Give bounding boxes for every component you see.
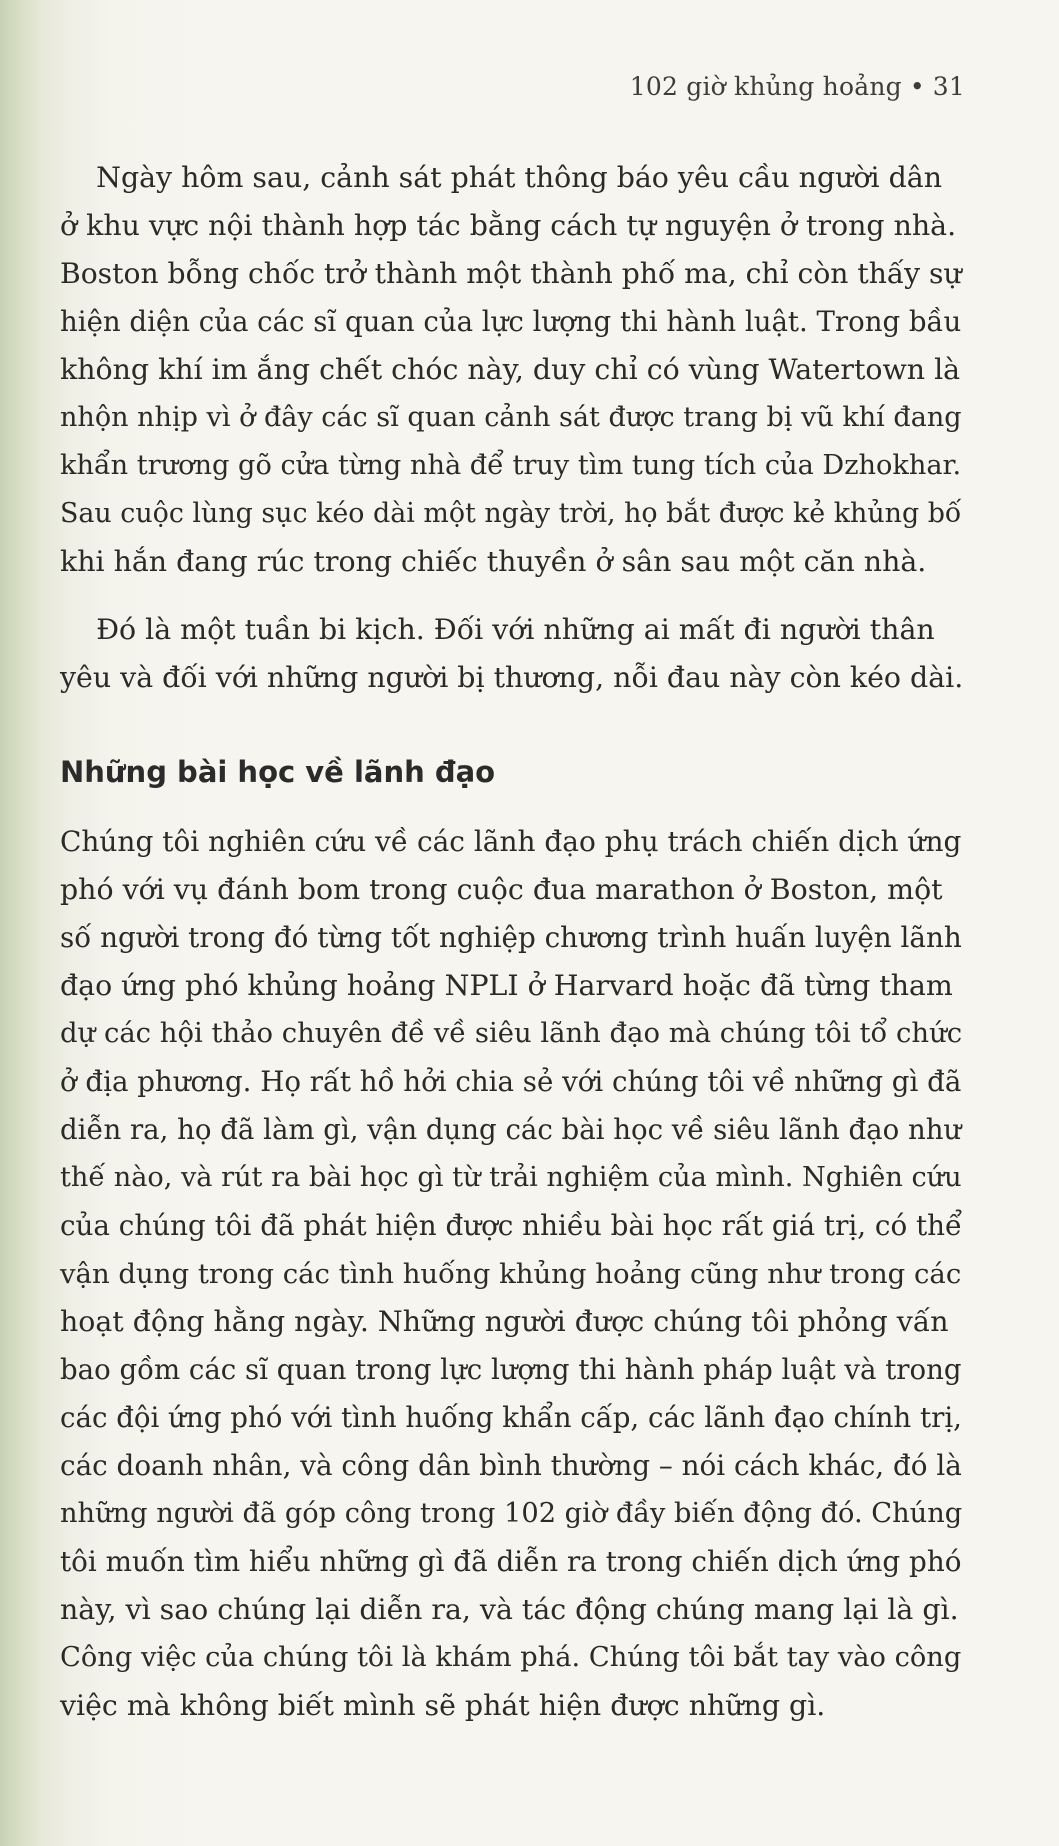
text-line: khi hắn đang rúc trong chiếc thuyền ở sân sau một căn nhà. xyxy=(60,545,927,578)
heading-spacer xyxy=(60,702,965,746)
text-line: đạo ứng phó khủng hoảng NPLI ở Harvard hoặc đã từng tham xyxy=(60,969,953,1002)
body-text xyxy=(60,154,965,1730)
text-line: vận dụng trong các tình huống khủng hoảng cũng như trong các xyxy=(60,1258,962,1290)
text-line: việc mà không biết mình sẽ phát hiện được những gì. xyxy=(60,1689,826,1722)
section-heading: Những bài học về lãnh đạo xyxy=(60,755,496,789)
text-line: hoạt động hằng ngày. Những người được chúng tôi phỏng vấn xyxy=(60,1305,949,1338)
text-line: Ngày hôm sau, cảnh sát phát thông báo yêu cầu người dân xyxy=(60,161,942,194)
text-line: ở khu vực nội thành hợp tác bằng cách tự nguyện ở trong nhà. xyxy=(60,209,957,242)
heading-spacer xyxy=(60,798,965,818)
paragraph-3 xyxy=(60,818,965,1730)
text-line: hiện diện của các sĩ quan của lực lượng thi hành luật. Trong bầu xyxy=(60,305,962,338)
paragraph-1 xyxy=(60,154,965,586)
paragraph-2 xyxy=(60,606,965,702)
text-line: Chúng tôi nghiên cứu về các lãnh đạo phụ trách chiến dịch ứng xyxy=(60,825,962,858)
running-head xyxy=(630,72,965,101)
text-line: Boston bỗng chốc trở thành một thành phố ma, chỉ còn thấy sự xyxy=(60,257,962,290)
text-line: phó với vụ đánh bom trong cuộc đua marathon ở Boston, một xyxy=(60,873,943,906)
text-line: các đội ứng phó với tình huống khẩn cấp, các lãnh đạo chính trị, xyxy=(60,1401,962,1434)
text-line: thế nào, và rút ra bài học gì từ trải nghiệm của mình. Nghiên cứu xyxy=(60,1162,962,1193)
text-line: diễn ra, họ đã làm gì, vận dụng các bài học về siêu lãnh đạo như xyxy=(60,1113,962,1146)
text-line: của chúng tôi đã phát hiện được nhiều bài học rất giá trị, có thể xyxy=(60,1209,963,1242)
paragraph-spacer xyxy=(60,586,965,606)
text-line: yêu và đối với những người bị thương, nỗi đau này còn kéo dài. xyxy=(60,661,964,694)
book-title: 102 giờ khủng hoảng xyxy=(629,72,902,101)
text-line: ở địa phương. Họ rất hồ hởi chia sẻ với chúng tôi về những gì đã xyxy=(60,1065,962,1098)
text-line: tôi muốn tìm hiểu những gì đã diễn ra trong chiến dịch ứng phó xyxy=(60,1545,962,1578)
text-line: Công việc của chúng tôi là khám phá. Chúng tôi bắt tay vào công xyxy=(60,1642,962,1673)
separator-bullet: • xyxy=(909,72,925,101)
text-line: những người đã góp công trong 102 giờ đầy biến động đó. Chúng xyxy=(60,1498,963,1529)
text-line: Đó là một tuần bi kịch. Đối với những ai mất đi người thân xyxy=(60,613,935,646)
text-line: dự các hội thảo chuyên đề về siêu lãnh đạo mà chúng tôi tổ chức xyxy=(60,1018,963,1049)
text-line: các doanh nhân, và công dân bình thường – nói cách khác, đó là xyxy=(60,1449,962,1482)
text-line: không khí im ắng chết chóc này, duy chỉ có vùng Watertown là xyxy=(60,353,961,386)
page-number: 31 xyxy=(932,72,965,101)
text-line: này, vì sao chúng lại diễn ra, và tác động chúng mang lại là gì. xyxy=(60,1593,959,1626)
text-line: số người trong đó từng tốt nghiệp chương trình huấn luyện lãnh xyxy=(60,921,962,954)
text-line: bao gồm các sĩ quan trong lực lượng thi hành pháp luật và trong xyxy=(60,1353,962,1386)
text-line: khẩn trương gõ cửa từng nhà để truy tìm tung tích của Dzhokhar. xyxy=(60,450,962,481)
text-line: Sau cuộc lùng sục kéo dài một ngày trời, họ bắt được kẻ khủng bố xyxy=(60,498,962,529)
text-line: nhộn nhịp vì ở đây các sĩ quan cảnh sát được trang bị vũ khí đang xyxy=(60,402,962,433)
